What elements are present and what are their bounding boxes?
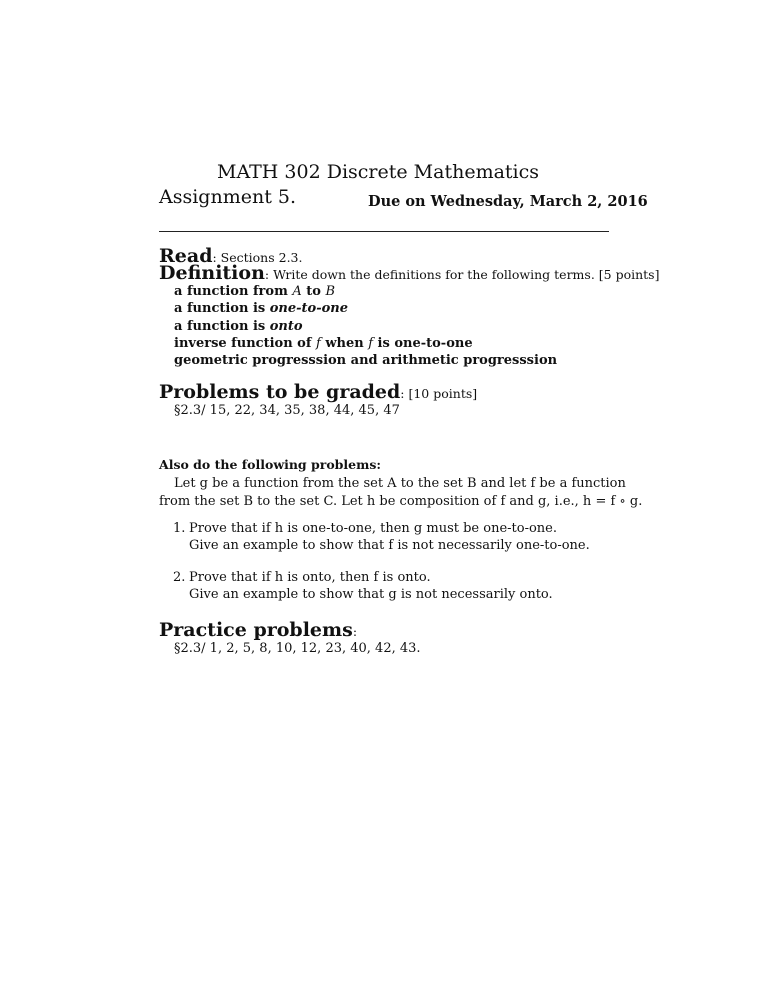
graded-text: : [10 points] (400, 386, 478, 401)
problem-number: 2. (173, 570, 186, 585)
practice-text: : (352, 624, 358, 639)
header-divider (159, 231, 609, 232)
also-do-heading: Also do the following problems: (159, 457, 381, 472)
graded-section (159, 381, 477, 403)
definition-item: inverse function of f when f is one-to-one (174, 335, 473, 351)
problem-item (173, 520, 590, 554)
problem-line: Give an example to show that f is not necessarily one-to-one. (189, 538, 590, 553)
practice-problem-list: §2.3/ 1, 2, 5, 8, 10, 12, 23, 40, 42, 43. (174, 641, 421, 656)
practice-section (159, 619, 357, 641)
also-intro-paragraph (159, 475, 643, 511)
problem-line: Prove that if h is onto, then f is onto. (189, 570, 431, 585)
problem-line: Give an example to show that g is not necessarily onto. (189, 587, 553, 602)
assignment-title: Assignment 5. (159, 186, 296, 208)
definition-text: : Write down the definitions for the following terms. [5 points] (264, 267, 660, 282)
due-date: Due on Wednesday, March 2, 2016 (368, 193, 648, 210)
definition-item: a function is one-to-one (174, 301, 349, 317)
definition-section (159, 262, 659, 284)
intro-line: from the set B to the set C. Let h be composition of f and g, i.e., h = f ∘ g. (159, 494, 643, 509)
read-text: : Sections 2.3. (212, 250, 303, 265)
graded-heading: Problems to be graded (159, 381, 401, 403)
definition-item: a function from A to B (174, 284, 336, 299)
course-title: MATH 302 Discrete Mathematics (217, 161, 540, 183)
definition-heading: Definition (159, 262, 265, 284)
intro-line: Let g be a function from the set A to the set B and let f be a function (174, 476, 626, 491)
graded-problem-list: §2.3/ 15, 22, 34, 35, 38, 44, 45, 47 (174, 403, 400, 418)
problem-item (173, 569, 553, 603)
definition-item: geometric progresssion and arithmetic progresssion (174, 353, 558, 369)
definition-item: a function is onto (174, 318, 303, 334)
practice-heading: Practice problems (159, 619, 353, 641)
problem-line: Prove that if h is one-to-one, then g must be one-to-one. (189, 521, 557, 536)
definition-list (174, 283, 557, 369)
read-heading: Read (159, 245, 213, 267)
problem-number: 1. (173, 521, 186, 536)
